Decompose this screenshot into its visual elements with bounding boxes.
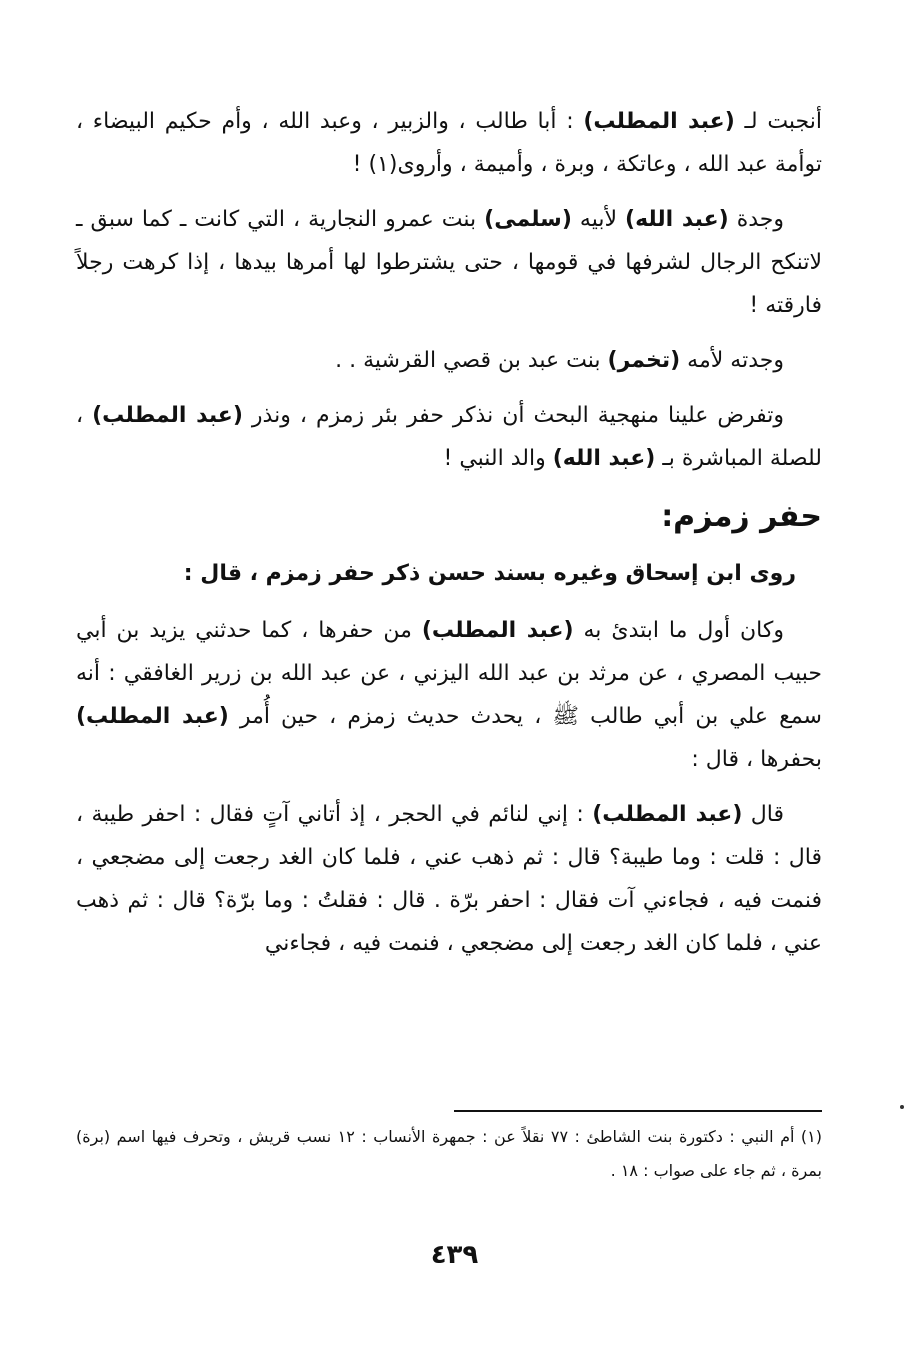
- section-heading: حفر زمزم:: [661, 499, 822, 534]
- text-run: لأبيه: [571, 207, 626, 232]
- text-run: والد النبي !: [443, 446, 553, 471]
- bold-name: (عبد المطلب): [583, 109, 735, 134]
- text-run: بنت عبد بن قصي القرشية . .: [335, 348, 608, 373]
- text-run: !: [352, 152, 369, 177]
- paragraph: [76, 793, 822, 965]
- text-run: وتفرض علينا منهجية البحث أن نذكر حفر بئر زمزم ، ونذر: [242, 403, 785, 428]
- paragraph: [76, 609, 822, 781]
- bold-name: (سلمى): [484, 207, 572, 232]
- text-run: وكان أول ما ابتدئ به: [573, 618, 784, 643]
- bold-name: (عبد المطلب): [92, 403, 243, 428]
- paragraph: [76, 394, 822, 480]
- text-run: من حفرها ، كما حدثني يزيد بن أبي حبيب المصري ، عن مرثد بن عبد الله اليزني ، عن عبد الله بن زرير الغافقي : أنه سمع علي بن أبي طالب ﷺ ، يحدث حديث زمزم ، حين أُمر: [76, 618, 822, 729]
- paragraph: [76, 339, 822, 382]
- bold-name: (عبد المطلب): [421, 618, 574, 643]
- text-run: بحفرها ، قال :: [691, 747, 822, 772]
- paragraph: [76, 100, 822, 186]
- text-run: بنت عمرو النجارية ، التي كانت ـ كما سبق ـ لاتنكح الرجال لشرفها في قومها ، حتى يشترطوا لها أمرها بيدها ، إذا كرهت رجلاً فارقته !: [76, 207, 822, 318]
- text-run: وجدته لأمه: [680, 348, 784, 373]
- bold-name: (عبد المطلب): [592, 802, 743, 827]
- text-run: : أبا طالب ، والزبير ، وعبد الله ، وأم حكيم البيضاء ، توأمة عبد الله ، وعاتكة ، وبرة ، وأميمة ، وأروى: [76, 109, 822, 177]
- page-body: [76, 100, 822, 977]
- text-run: (١): [368, 152, 398, 177]
- page-number: ٤٣٩: [430, 1240, 479, 1270]
- paragraphs-after-heading: [76, 609, 822, 965]
- bold-name: (عبد الله): [552, 446, 656, 471]
- section-subheading: روى ابن إسحاق وغيره بسند حسن ذكر حفر زمزم ، قال :: [183, 561, 796, 586]
- bold-name: (عبد الله): [625, 207, 729, 232]
- text-run: أنجبت لـ: [734, 109, 822, 134]
- footnote-divider: [454, 1110, 822, 1112]
- text-run: وجدة: [728, 207, 785, 232]
- footnote: (١) أم النبي : دكتورة بنت الشاطئ : ٧٧ نقلاً عن : جمهرة الأنساب : ١٢ نسب قريش ، وتحرف فيها اسم (برة) بمرة ، ثم جاء على صواب : ١٨ .: [76, 1127, 823, 1180]
- paragraphs-before-heading: [76, 100, 822, 480]
- bold-name: (تخمر): [607, 348, 681, 373]
- text-run: قال: [742, 802, 784, 827]
- text-run: ، للصلة المباشرة بـ: [76, 403, 822, 471]
- scan-mark: [900, 1105, 904, 1109]
- paragraph: [76, 198, 822, 327]
- bold-name: (عبد المطلب): [76, 704, 229, 729]
- text-run: : إني لنائم في الحجر ، إذ أتاني آتٍ فقال : احفر طيبة ، قال : قلت : وما طيبة؟ قال : ثم ذهب عني ، فلما كان الغد رجعت إلى مضجعي ، فنمت فيه ، فجاءني آت فقال : احفر برّة . قال : فقلتُ : وما برّة؟ قال : ثم ذهب عني ، فلما كان الغد رجعت إلى مضجعي ، فنمت فيه ، فجاءني: [76, 802, 822, 956]
